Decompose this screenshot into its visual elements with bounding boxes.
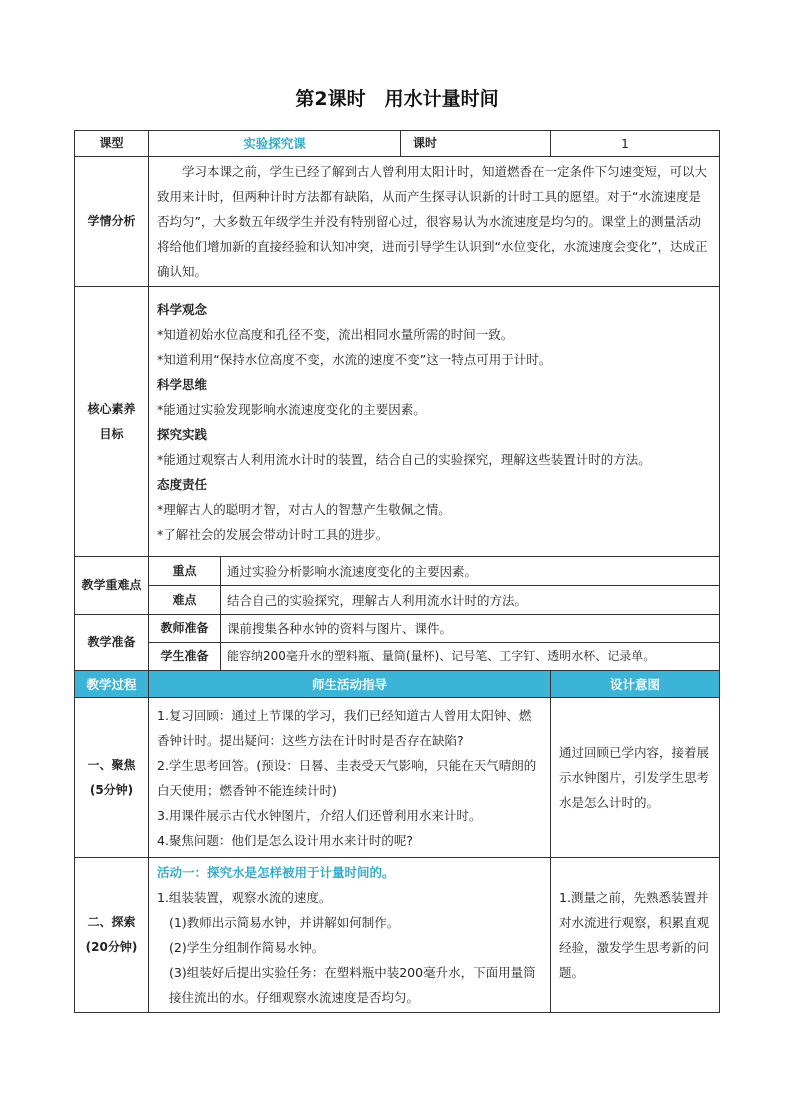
explore-stage-label	[75, 858, 149, 1013]
lesson-plan-table	[74, 130, 720, 1013]
focus-stage-time: (5分钟)	[89, 782, 134, 797]
literacy-item: *能通过实验发现影响水流速度变化的主要因素。	[157, 401, 426, 417]
analysis-label: 学情分析	[75, 157, 149, 287]
student-prep-row	[75, 643, 720, 671]
focus-stage-item: 2.学生思考回答。(预设：日晷、圭表受天气影响，只能在天气晴朗的白天使用；燃香钟不能连续计时)	[157, 757, 537, 798]
key-difficulty-row	[75, 586, 720, 615]
literacy-section-head: 探究实践	[157, 426, 208, 442]
teacher-prep-label: 教师准备	[149, 615, 221, 643]
focus-stage-intent: 通过回顾已学内容，接着展示水钟图片，引发学生思考水是怎么计时的。	[551, 698, 720, 858]
analysis-cell	[149, 157, 720, 287]
process-header-intent: 设计意图	[551, 671, 720, 698]
explore-stage-time: (20分钟)	[85, 940, 138, 954]
literacy-label-line1: 核心素养	[87, 401, 136, 416]
literacy-cell	[149, 287, 720, 557]
explore-activity-title: 活动一：探究水是怎样被用于计量时间的。	[157, 865, 395, 880]
process-header-activity: 师生活动指导	[149, 671, 551, 698]
literacy-label-line2: 目标	[99, 426, 124, 441]
teacher-prep-row	[75, 615, 720, 643]
literacy-item: *知道利用“保持水位高度不变，水流的速度不变”这一特点可用于计时。	[157, 351, 552, 367]
literacy-label	[75, 287, 149, 557]
focus-stage-label	[75, 698, 149, 858]
key-focus-row	[75, 557, 720, 586]
explore-stage-item: (1)教师出示简易水钟，并讲解如何制作。	[169, 915, 400, 930]
literacy-section-head: 科学观念	[157, 301, 208, 317]
course-type-row	[75, 131, 720, 157]
focus-stage-activities	[149, 698, 551, 858]
focus-label: 重点	[149, 557, 221, 586]
explore-stage-item: (3)组装好后提出实验任务：在塑料瓶中装200毫升水，下面用量筒接住流出的水。仔细观察水流速度是否均匀。	[169, 965, 536, 1005]
key-points-label: 教学重难点	[75, 557, 149, 615]
focus-text: 通过实验分析影响水流速度变化的主要因素。	[221, 557, 720, 586]
focus-stage-item: 3.用课件展示古代水钟图片，介绍人们还曾利用水来计时。	[157, 807, 482, 823]
student-prep-text: 能容纳200毫升水的塑料瓶、量筒(量杯)、记号笔、工字钉、透明水杯、记录单。	[221, 643, 720, 671]
literacy-section-head: 态度责任	[157, 476, 208, 492]
analysis-text: 学习本课之前，学生已经了解到古人曾利用太阳计时，知道燃香在一定条件下匀速变短，可以大致用来计时，但两种计时方法都有缺陷，从而产生探寻认识新的计时工具的愿望。对于“水流速度是否均匀”，大多数五年级学生并没有特别留心过，很容易认为水流速度是均匀的。课堂上的测量活动将给他们增加新的直接经验和认知冲突，进而引导学生认识到“水位变化，水流速度会变化”，达成正确认知。	[157, 164, 708, 279]
student-prep-label: 学生准备	[149, 643, 221, 671]
focus-stage-title: 一、聚焦	[87, 757, 136, 772]
page-title: 第2课时 用水计量时间	[295, 88, 499, 110]
explore-stage-item: 1.组装装置，观察水流的速度。	[157, 890, 332, 905]
explore-stage-row	[75, 858, 720, 1013]
course-type-value: 实验探究课	[149, 131, 401, 157]
literacy-section-head: 科学思维	[157, 376, 208, 392]
focus-stage-row	[75, 698, 720, 858]
explore-stage-item: (2)学生分组制作简易水钟。	[169, 940, 325, 955]
literacy-item: *能通过观察古人利用流水计时的装置，结合自己的实验探究，理解这些装置计时的方法。	[157, 451, 651, 467]
class-hours-value: 1	[551, 131, 720, 157]
process-header-row	[75, 671, 720, 698]
preparation-label: 教学准备	[75, 615, 149, 671]
explore-stage-intent: 1.测量之前，先熟悉装置并对水流进行观察，积累直观经验，激发学生思考新的问题。	[551, 858, 720, 1013]
process-header-stage: 教学过程	[75, 671, 149, 698]
analysis-row	[75, 157, 720, 287]
difficulty-text: 结合自己的实验探究，理解古人利用流水计时的方法。	[221, 586, 720, 615]
focus-stage-item: 4.聚焦问题：他们是怎么设计用水来计时的呢?	[157, 832, 414, 848]
explore-stage-title: 二、探索	[87, 915, 136, 929]
teacher-prep-text: 课前搜集各种水钟的资料与图片、课件。	[221, 615, 720, 643]
course-type-label: 课型	[75, 131, 149, 157]
explore-stage-activities	[149, 858, 551, 1013]
difficulty-label: 难点	[149, 586, 221, 615]
literacy-item: *理解古人的聪明才智，对古人的智慧产生敬佩之情。	[157, 501, 451, 517]
class-hours-label: 课时	[401, 131, 551, 157]
literacy-row	[75, 287, 720, 557]
literacy-item: *知道初始水位高度和孔径不变，流出相同水量所需的时间一致。	[157, 326, 514, 342]
focus-stage-item: 1.复习回顾：通过上节课的学习，我们已经知道古人曾用太阳钟、燃香钟计时。提出疑问：这些方法在计时时是否存在缺陷?	[157, 707, 532, 748]
literacy-item: *了解社会的发展会带动计时工具的进步。	[157, 526, 389, 542]
